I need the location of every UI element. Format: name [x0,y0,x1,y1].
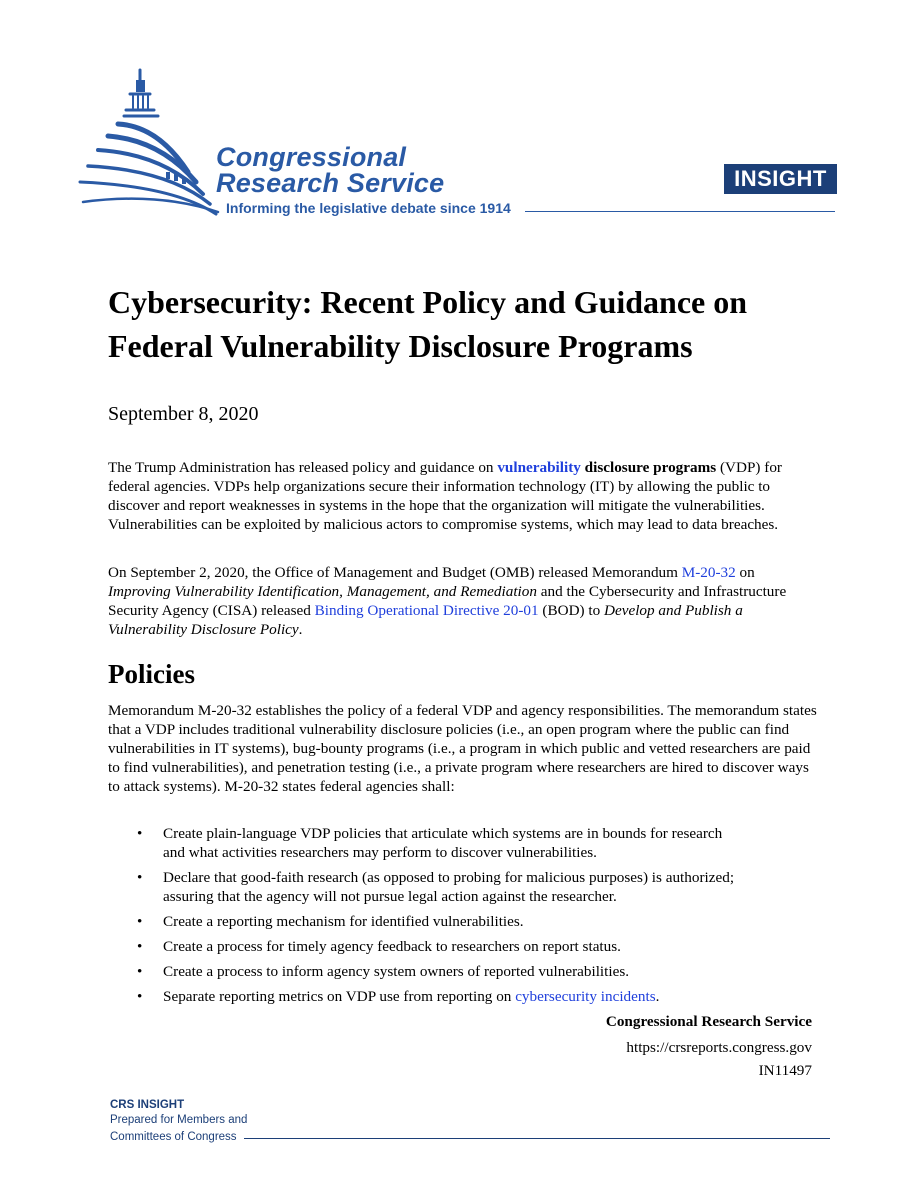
bullet-icon: • [137,913,143,930]
header-divider [525,211,835,212]
footer-org-name: Congressional Research Service [605,1013,812,1030]
intro-paragraph [108,458,818,534]
list-item [108,937,818,956]
org-name-line1: Congressional [216,142,407,172]
org-name-line2: Research Service [216,168,445,198]
release-text-5: . [298,621,303,638]
release-paragraph [108,563,818,639]
release-text-4: (BOD) to [538,602,605,619]
list-item-text-part: Separate reporting metrics on VDP use from reporting on [163,988,516,1005]
release-text-1: On September 2, 2020, the Office of Management and Budget (OMB) released Memorandum [108,564,682,581]
memo-title-italic: Improving Vulnerability Identification, Management, and Remediation [108,583,537,600]
document-id: IN11497 [758,1062,812,1079]
list-item-text: Create a process to inform agency system owners of reported vulnerabilities. [163,963,630,980]
m-20-32-link[interactable]: M-20-32 [681,564,736,581]
release-text-3: and the Cybersecurity and Infrastructure Security Agency (CISA) released [108,583,787,619]
bod-title-italic: Develop and Publish a Vulnerability Disclosure Policy [108,602,743,638]
page-footer-line2: Committees of Congress [110,1131,237,1143]
cybersecurity-incidents-link[interactable]: cybersecurity incidents [515,988,656,1005]
vulnerability-link[interactable]: vulnerability [497,459,581,476]
bullet-icon: • [137,963,143,980]
page-footer-divider [244,1138,830,1139]
bullet-icon: • [137,825,143,842]
intro-bold-text: disclosure programs [580,459,717,476]
document-date: September 8, 2020 [108,403,259,425]
list-item-text: Declare that good-faith research (as opposed to probing for malicious purposes) is authorized; assuring that the agency will not pursue legal action against the researcher. [163,869,735,905]
list-item-text: Create a reporting mechanism for identified vulnerabilities. [163,913,524,930]
list-item [108,912,818,931]
release-text-2: on [735,564,755,581]
insight-badge: INSIGHT [724,164,837,194]
page-footer-title: CRS INSIGHT [110,1099,185,1111]
bod-20-01-link[interactable]: Binding Operational Directive 20-01 [314,602,539,619]
org-tagline: Informing the legislative debate since 1914 [226,200,511,216]
list-item-text [163,987,743,1006]
document-title: Cybersecurity: Recent Policy and Guidance on Federal Vulnerability Disclosure Programs [108,284,748,364]
policies-heading: Policies [108,659,195,689]
policies-paragraph: Memorandum M-20-32 establishes the policy of a federal VDP and agency responsibilities. The memorandum states that a VDP includes traditional vulnerability disclosure policies (i.e., an open program where the public can find vulnerabilities in IT systems), bug-bounty programs (i.e., a program in which public and vetted researchers are paid to find vulnerabilities), and penetration testing (i.e., a private program where researchers are hired to discover ways to attack systems). M-20-32 states federal agencies shall: [108,702,817,795]
list-item-text: Create plain-language VDP policies that articulate which systems are in bounds for research and what activities researchers may perform to discover vulnerabilities. [163,825,723,861]
list-item-text-part: . [655,988,660,1005]
bullet-icon: • [137,938,143,955]
list-item [108,962,818,981]
intro-text-1: The Trump Administration has released policy and guidance on [108,459,498,476]
list-item [108,868,818,906]
footer-url: https://crsreports.congress.gov [626,1039,812,1056]
list-item [108,987,818,1006]
page-footer-line1: Prepared for Members and [110,1114,248,1126]
bullet-icon: • [137,869,143,886]
list-item-text: Create a process for timely agency feedback to researchers on report status. [163,938,621,955]
list-item [108,824,818,862]
intro-text-2: (VDP) for federal agencies. VDPs help organizations secure their information technology (IT) by allowing the public to discover and report weaknesses in systems in the hope that the organization will mitigate the vulnerabilities. Vulnerabilities can be exploited by malicious actors to compromise systems, which may lead to data breaches. [108,459,782,533]
agency-requirements-list [108,824,818,1012]
bullet-icon: • [137,988,143,1005]
